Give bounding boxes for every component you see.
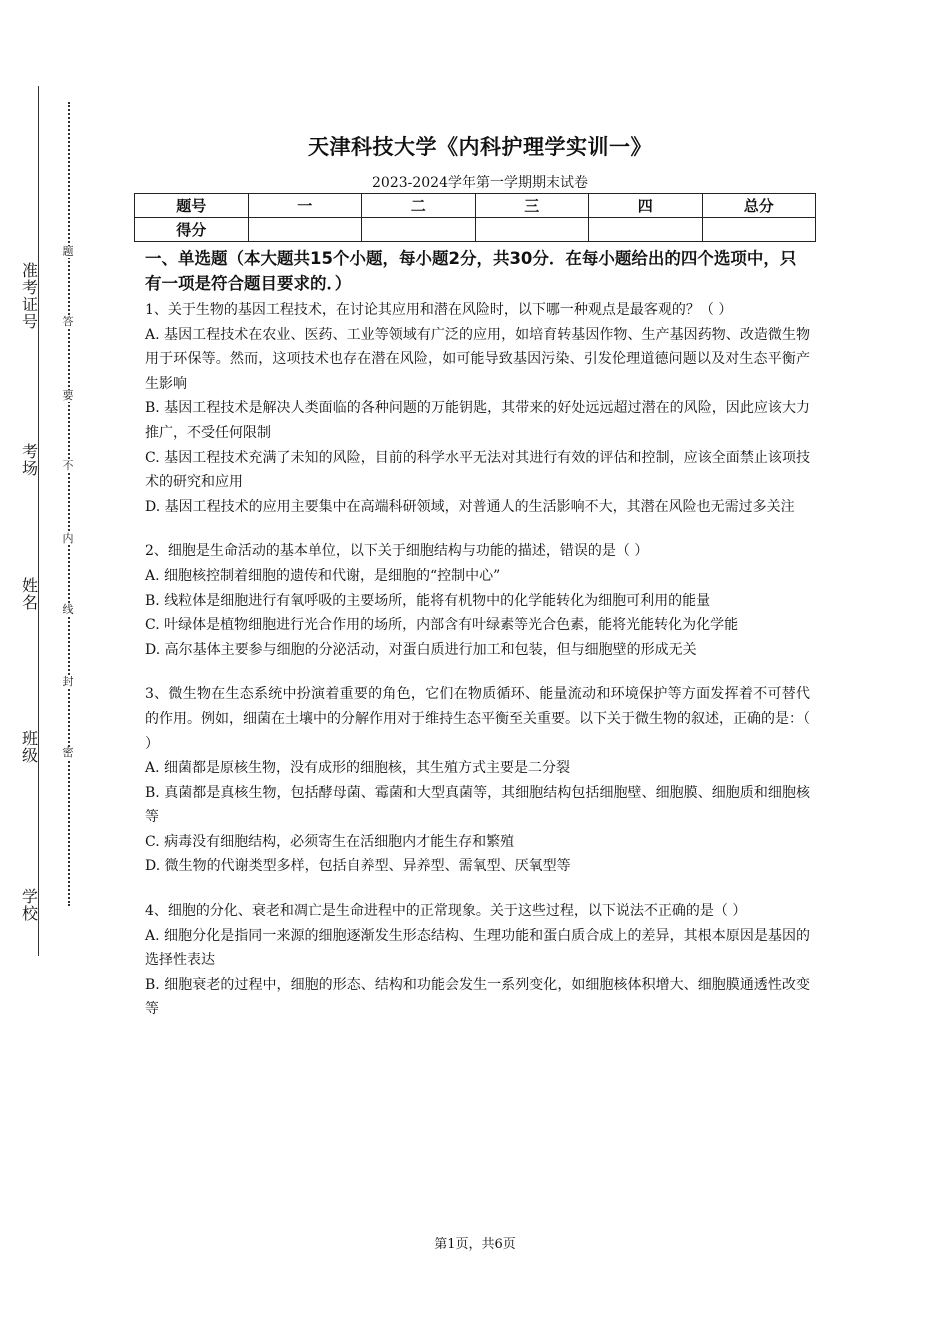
option-b: B. 真菌都是真核生物，包括酵母菌、霉菌和大型真菌等，其细胞结构包括细胞壁、细胞膜、细胞质和细胞核等 — [145, 784, 810, 826]
exam-subtitle: 2023-2024学年第一学期期末试卷 — [372, 175, 588, 191]
question-stem: 3、微生物在生态系统中扮演着重要的角色，它们在物质循环、能量流动和环境保护等方面发挥着不可替代的作用。例如，细菌在土壤中的分解作用对于维持生态平衡至关重要。以下关于微生物的叙述，正确的是：（ ） — [145, 686, 810, 752]
question-stem: 2、细胞是生命活动的基本单位，以下关于细胞结构与功能的描述，错误的是（ ） — [145, 543, 649, 560]
seal-char: 不 — [62, 459, 74, 472]
exam-title: 天津科技大学《内科护理学实训一》 — [308, 135, 652, 159]
question-stem: 1、关于生物的基因工程技术，在讨论其应用和潜在风险时，以下哪一种观点是最客观的？（ ） — [145, 302, 733, 318]
admission-number-label: 准考证号 — [22, 261, 39, 331]
score-header-cell: 四 — [589, 194, 703, 218]
score-cell — [589, 218, 703, 242]
score-cell — [362, 218, 476, 242]
question-stem: 4、细胞的分化、衰老和凋亡是生命进程中的正常现象。关于这些过程，以下说法不正确的是（ ） — [145, 903, 747, 920]
score-header-cell: 总分 — [702, 194, 816, 218]
question-1 — [145, 298, 810, 519]
page-number: 第1页，共6页 — [434, 1237, 516, 1252]
section-heading: 一、单选题（本大题共15个小题，每小题2分，共30分．在每小题给出的四个选项中，只有一项是符合题目要求的．） — [145, 249, 797, 293]
name-label: 姓名 — [22, 576, 39, 612]
score-cell — [475, 218, 589, 242]
score-header-cell: 二 — [362, 194, 476, 218]
binding-solid-line — [38, 86, 39, 956]
option-a: A. 细菌都是原核生物，没有成形的细胞核，其生殖方式主要是二分裂 — [145, 760, 571, 777]
option-c: C. 病毒没有细胞结构，必须寄生在活细胞内才能生存和繁殖 — [145, 833, 515, 850]
exam-room-label: 考场 — [22, 442, 39, 478]
seal-char: 线 — [62, 603, 74, 616]
score-header-cell: 一 — [248, 194, 362, 218]
score-cell — [702, 218, 816, 242]
option-d: D. 基因工程技术的应用主要集中在高端科研领域，对普通人的生活影响不大，其潜在风险也无需过多关注 — [145, 498, 795, 515]
score-table — [134, 193, 816, 242]
option-b: B. 细胞衰老的过程中，细胞的形态、结构和功能会发生一系列变化，如细胞核体积增大、细胞膜通透性改变等 — [145, 976, 810, 1018]
question-2 — [145, 539, 810, 662]
seal-char: 封 — [62, 675, 74, 688]
option-d: D. 高尔基体主要参与细胞的分泌活动，对蛋白质进行加工和包装，但与细胞壁的形成无关 — [145, 641, 697, 658]
option-d: D. 微生物的代谢类型多样，包括自养型、异养型、需氧型、厌氧型等 — [145, 858, 571, 875]
option-c: C. 叶绿体是植物细胞进行光合作用的场所，内部含有叶绿素等光合色素，能将光能转化为化学能 — [145, 617, 739, 634]
option-a: A. 细胞核控制着细胞的遗传和代谢，是细胞的“控制中心” — [145, 567, 501, 584]
score-row-label: 得分 — [135, 218, 249, 242]
class-label: 班级 — [22, 729, 39, 765]
seal-char: 内 — [62, 532, 74, 545]
score-table-score-row — [135, 218, 816, 242]
option-b: B. 线粒体是细胞进行有氧呼吸的主要场所，能将有机物中的化学能转化为细胞可利用的能量 — [145, 592, 711, 609]
seal-char: 题 — [62, 245, 74, 258]
option-a: A. 细胞分化是指同一来源的细胞逐渐发生形态结构、生理功能和蛋白质合成上的差异，其根本原因是基因的选择性表达 — [145, 927, 810, 969]
exam-content — [145, 246, 810, 1042]
seal-char: 密 — [62, 746, 74, 759]
option-c: C. 基因工程技术充满了未知的风险，目前的科学水平无法对其进行有效的评估和控制，应该全面禁止该项技术的研究和应用 — [145, 449, 810, 491]
score-cell — [248, 218, 362, 242]
score-header-cell: 题号 — [135, 194, 249, 218]
option-a: A. 基因工程技术在农业、医药、工业等领域有广泛的应用，如培育转基因作物、生产基因药物、改造微生物用于环保等。然而，这项技术也存在潜在风险，如可能导致基因污染、引发伦理道德问题以及对生态平衡产生影响 — [145, 326, 810, 392]
school-label: 学校 — [22, 887, 39, 923]
score-header-cell: 三 — [475, 194, 589, 218]
option-b: B. 基因工程技术是解决人类面临的各种问题的万能钥匙，其带来的好处远远超过潜在的风险，因此应该大力推广，不受任何限制 — [145, 400, 810, 441]
question-4 — [145, 899, 810, 1022]
seal-char: 答 — [62, 315, 74, 328]
question-3 — [145, 682, 810, 879]
score-table-header-row — [135, 194, 816, 218]
seal-dotted-line — [68, 102, 70, 906]
seal-char: 要 — [62, 389, 74, 402]
